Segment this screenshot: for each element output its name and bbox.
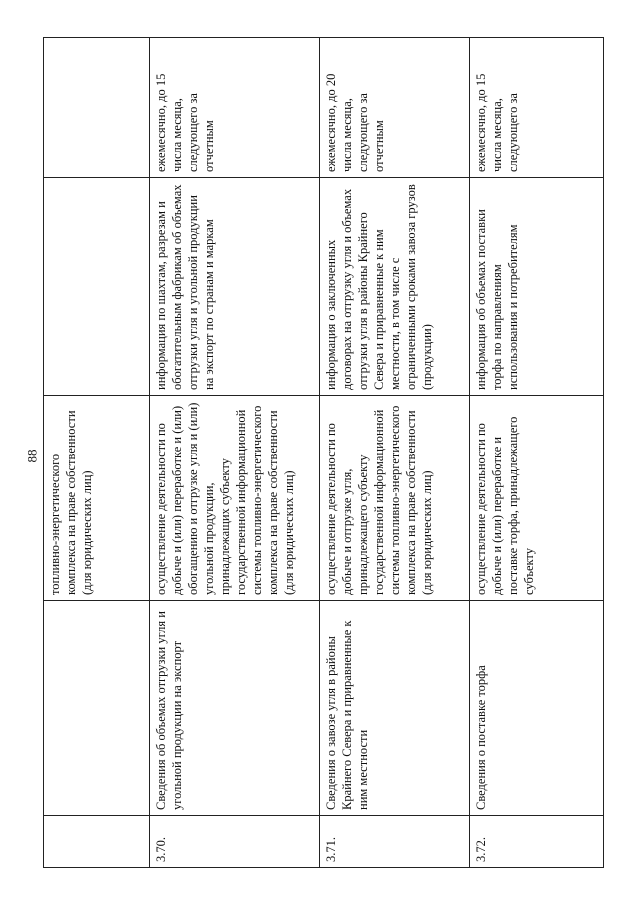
cell-name xyxy=(44,601,150,816)
cell-period: ежемесячно, до 15 числа месяца, следующего за отчетным xyxy=(150,38,320,178)
cell-number: 3.70. xyxy=(150,816,320,868)
cell-content xyxy=(44,178,150,396)
cell-subjects: топливно-энергетического комплекса на праве собственности (для юридических лиц) xyxy=(44,396,150,601)
cell-name: Сведения об объемах отгрузки угля и угольной продукции на экспорт xyxy=(150,601,320,816)
cell-period: ежемесячно, до 15 числа месяца, следующего за xyxy=(470,38,604,178)
cell-subjects: осуществление деятельности по добыче и (или) переработке и (или) обогащению и отгрузке угля и (или) угольной продукции, принадлежащих субъекту государственной информационной системы топливно-энергетического комплекса на праве собственности (для юридических лиц) xyxy=(150,396,320,601)
cell-subjects: осуществление деятельности по добыче и отгрузке угля, принадлежащего субъекту государственной информационной системы топливно-энергетического комплекса на праве собственности (для юридических лиц) xyxy=(320,396,470,601)
table-row xyxy=(44,38,150,868)
data-table xyxy=(43,37,604,868)
cell-number: 3.71. xyxy=(320,816,470,868)
page-number: 88 xyxy=(24,449,40,463)
cell-name: Сведения о завозе угля в районы Крайнего Севера и приравненные к ним местности xyxy=(320,601,470,816)
cell-content: информация об объемах поставки торфа по направлениям использования и потребителям xyxy=(470,178,604,396)
table-row xyxy=(150,38,320,868)
cell-number xyxy=(44,816,150,868)
cell-name: Сведения о поставке торфа xyxy=(470,601,604,816)
table-row xyxy=(470,38,604,868)
table-row xyxy=(320,38,470,868)
cell-period xyxy=(44,38,150,178)
cell-content: информация о заключенных договорах на отгрузку угля и объемах отгрузки угля в районы Крайнего Севера и приравненные к ним местности, в том числе с ограниченными сроками завоза грузов (продукции) xyxy=(320,178,470,396)
cell-content: информация по шахтам, разрезам и обогатительным фабрикам об объемах отгрузки угля и угольной продукции на экспорт по странам и маркам xyxy=(150,178,320,396)
cell-subjects: осуществление деятельности по добыче и (или) переработке и поставке торфа, принадлежащего субъекту xyxy=(470,396,604,601)
cell-period: ежемесячно, до 20 числа месяца, следующего за отчетным xyxy=(320,38,470,178)
rotated-table-container xyxy=(43,38,603,868)
cell-number: 3.72. xyxy=(470,816,604,868)
